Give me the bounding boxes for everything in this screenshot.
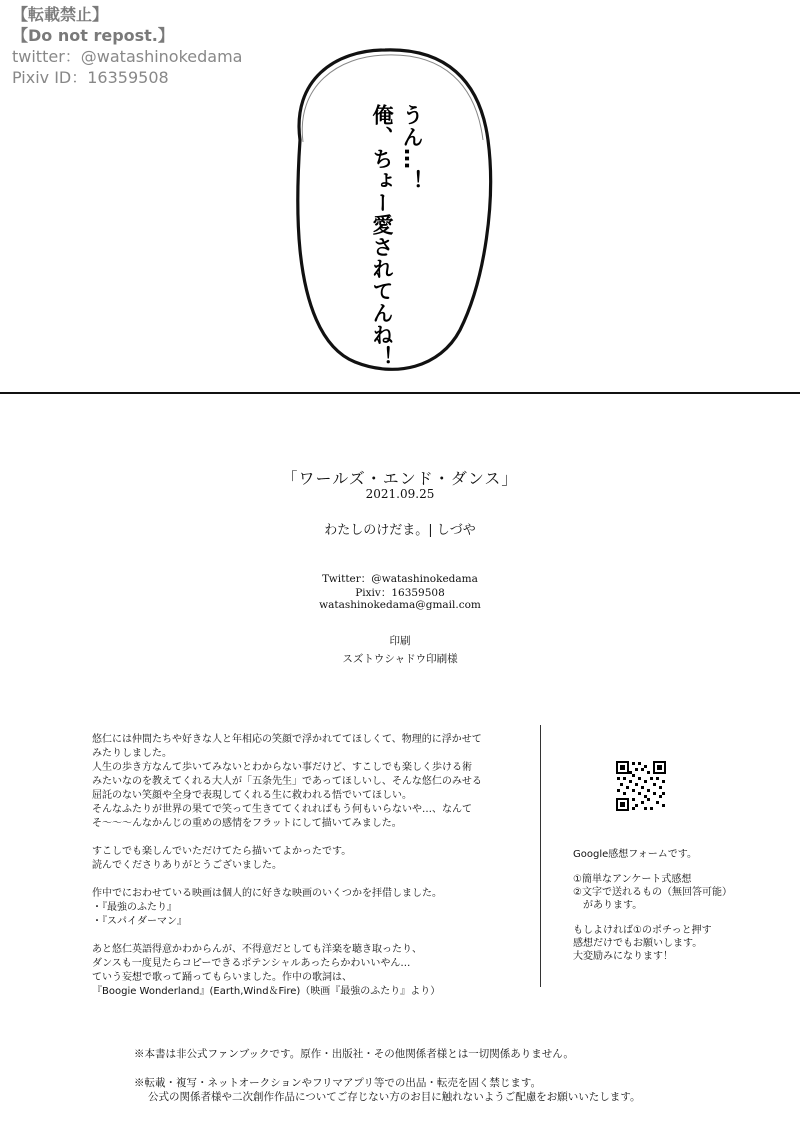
paragraph-gap [92,831,522,845]
afterword-line: そ〜〜〜んなかんじの重めの感情をフラットにして描いてみました。 [92,818,402,829]
feedback-form-info [573,848,732,963]
watermark-pixiv: Pixiv ID：16359508 [12,68,169,87]
afterword [92,733,522,999]
unofficial-notice: ※本書は非公式ファンブックです。原作・出版社・その他関係者様とは一切関係ありません。 [134,1048,574,1060]
twitter-contact: Twitter：@watashinokedama [322,573,478,585]
balloon-line-1: うん…！ [400,104,424,192]
afterword-line: そんなふたりが世界の果てで笑って生きててくれればもう何もいらないや…、なんて [92,804,472,815]
feedback-line: 大変励みになります！ [573,951,673,962]
panel-divider [0,392,800,394]
afterword-line: すこしでも楽しんでいただけてたら描いてよかったです。 [92,846,352,857]
paragraph-gap [573,861,732,873]
feedback-line: があります。 [573,900,643,911]
qr-code-icon [615,760,667,812]
afterword-line: 人生の歩き方なんて歩いてみないとわからない事だけど、すこしでも楽しく歩ける術 [92,762,472,773]
publication-date: 2021.09.25 [365,487,435,501]
manga-panel [0,0,800,393]
paragraph-gap [92,929,522,943]
watermark-no-repost-en: 【Do not repost.】 [12,26,174,45]
afterword-line: 作中でにおわせている映画は個人的に好きな映画のいくつかを拝借しました。 [92,888,442,899]
afterword-line: あと悠仁英語得意かわからんが、不得意だとしても洋楽を聴き取ったり、 [92,944,422,955]
pixiv-contact: Pixiv：16359508 [355,587,445,599]
afterword-line: 屈託のない笑顔や全身で表現してくれる生に救われる悟でいてほしい。 [92,790,412,801]
feedback-line: ②文字で送れるもの（無回答可能） [573,887,732,898]
paragraph-gap [92,873,522,887]
no-resale-notice: ※転載・複写・ネットオークションやフリマアプリ等での出品・転売を固く禁じます。 [134,1077,542,1089]
watermark [12,4,243,88]
afterword-line: みたいなのを教えてくれる大人が「五条先生」であってほしいし、そんな悠仁のみせる [92,776,482,787]
watermark-no-repost-jp: 【転載禁止】 [12,5,109,24]
watermark-twitter: twitter：@watashinokedama [12,47,243,66]
afterword-line: ダンスも一度見たらコピーできるポテンシャルあったらかわいいやん… [92,958,411,969]
feedback-line: ①簡単なアンケート式感想 [573,874,692,885]
email-contact: watashinokedama@gmail.com [319,599,481,611]
qr-code[interactable] [615,760,667,812]
afterword-line: 『Boogie Wonderland』(Earth,Wind＆Fire)（映画『最強のふたり』より） [92,986,441,997]
feedback-line: もしよければ①のポチっと押す [573,925,712,936]
afterword-line: 悠仁には仲間たちや好きな人と年相応の笑顔で浮かれててほしくて、物理的に浮かせて [92,734,482,745]
afterword-line: 読んでくださりありがとうございました。 [92,860,282,871]
paragraph-gap [573,912,732,924]
column-divider [540,725,541,987]
consideration-notice: 公式の関係者様や二次創作作品についてご存じない方のお目に触れないようご配慮をお願いいたします。 [148,1091,641,1103]
afterword-line: みたりしました。 [92,748,172,759]
circle-name: わたしのけだま。| しづや [324,523,476,538]
book-title: 「ワールズ・エンド・ダンス」 [281,469,519,488]
afterword-line: ・『最強のふたり』 [92,902,177,913]
afterword-line: ・『スパイダーマン』 [92,916,187,927]
feedback-line: 感想だけでもお願いします。 [573,938,703,949]
print-label: 印刷 [389,635,411,647]
printer-name: スズトウシャドウ印刷様 [342,653,458,665]
afterword-line: ていう妄想で歌って踊ってもらいました。作中の歌詞は、 [92,972,352,983]
balloon-line-2: 俺、ちょー愛されてんね！ [370,104,394,368]
feedback-line: Google感想フォームです。 [573,849,697,860]
